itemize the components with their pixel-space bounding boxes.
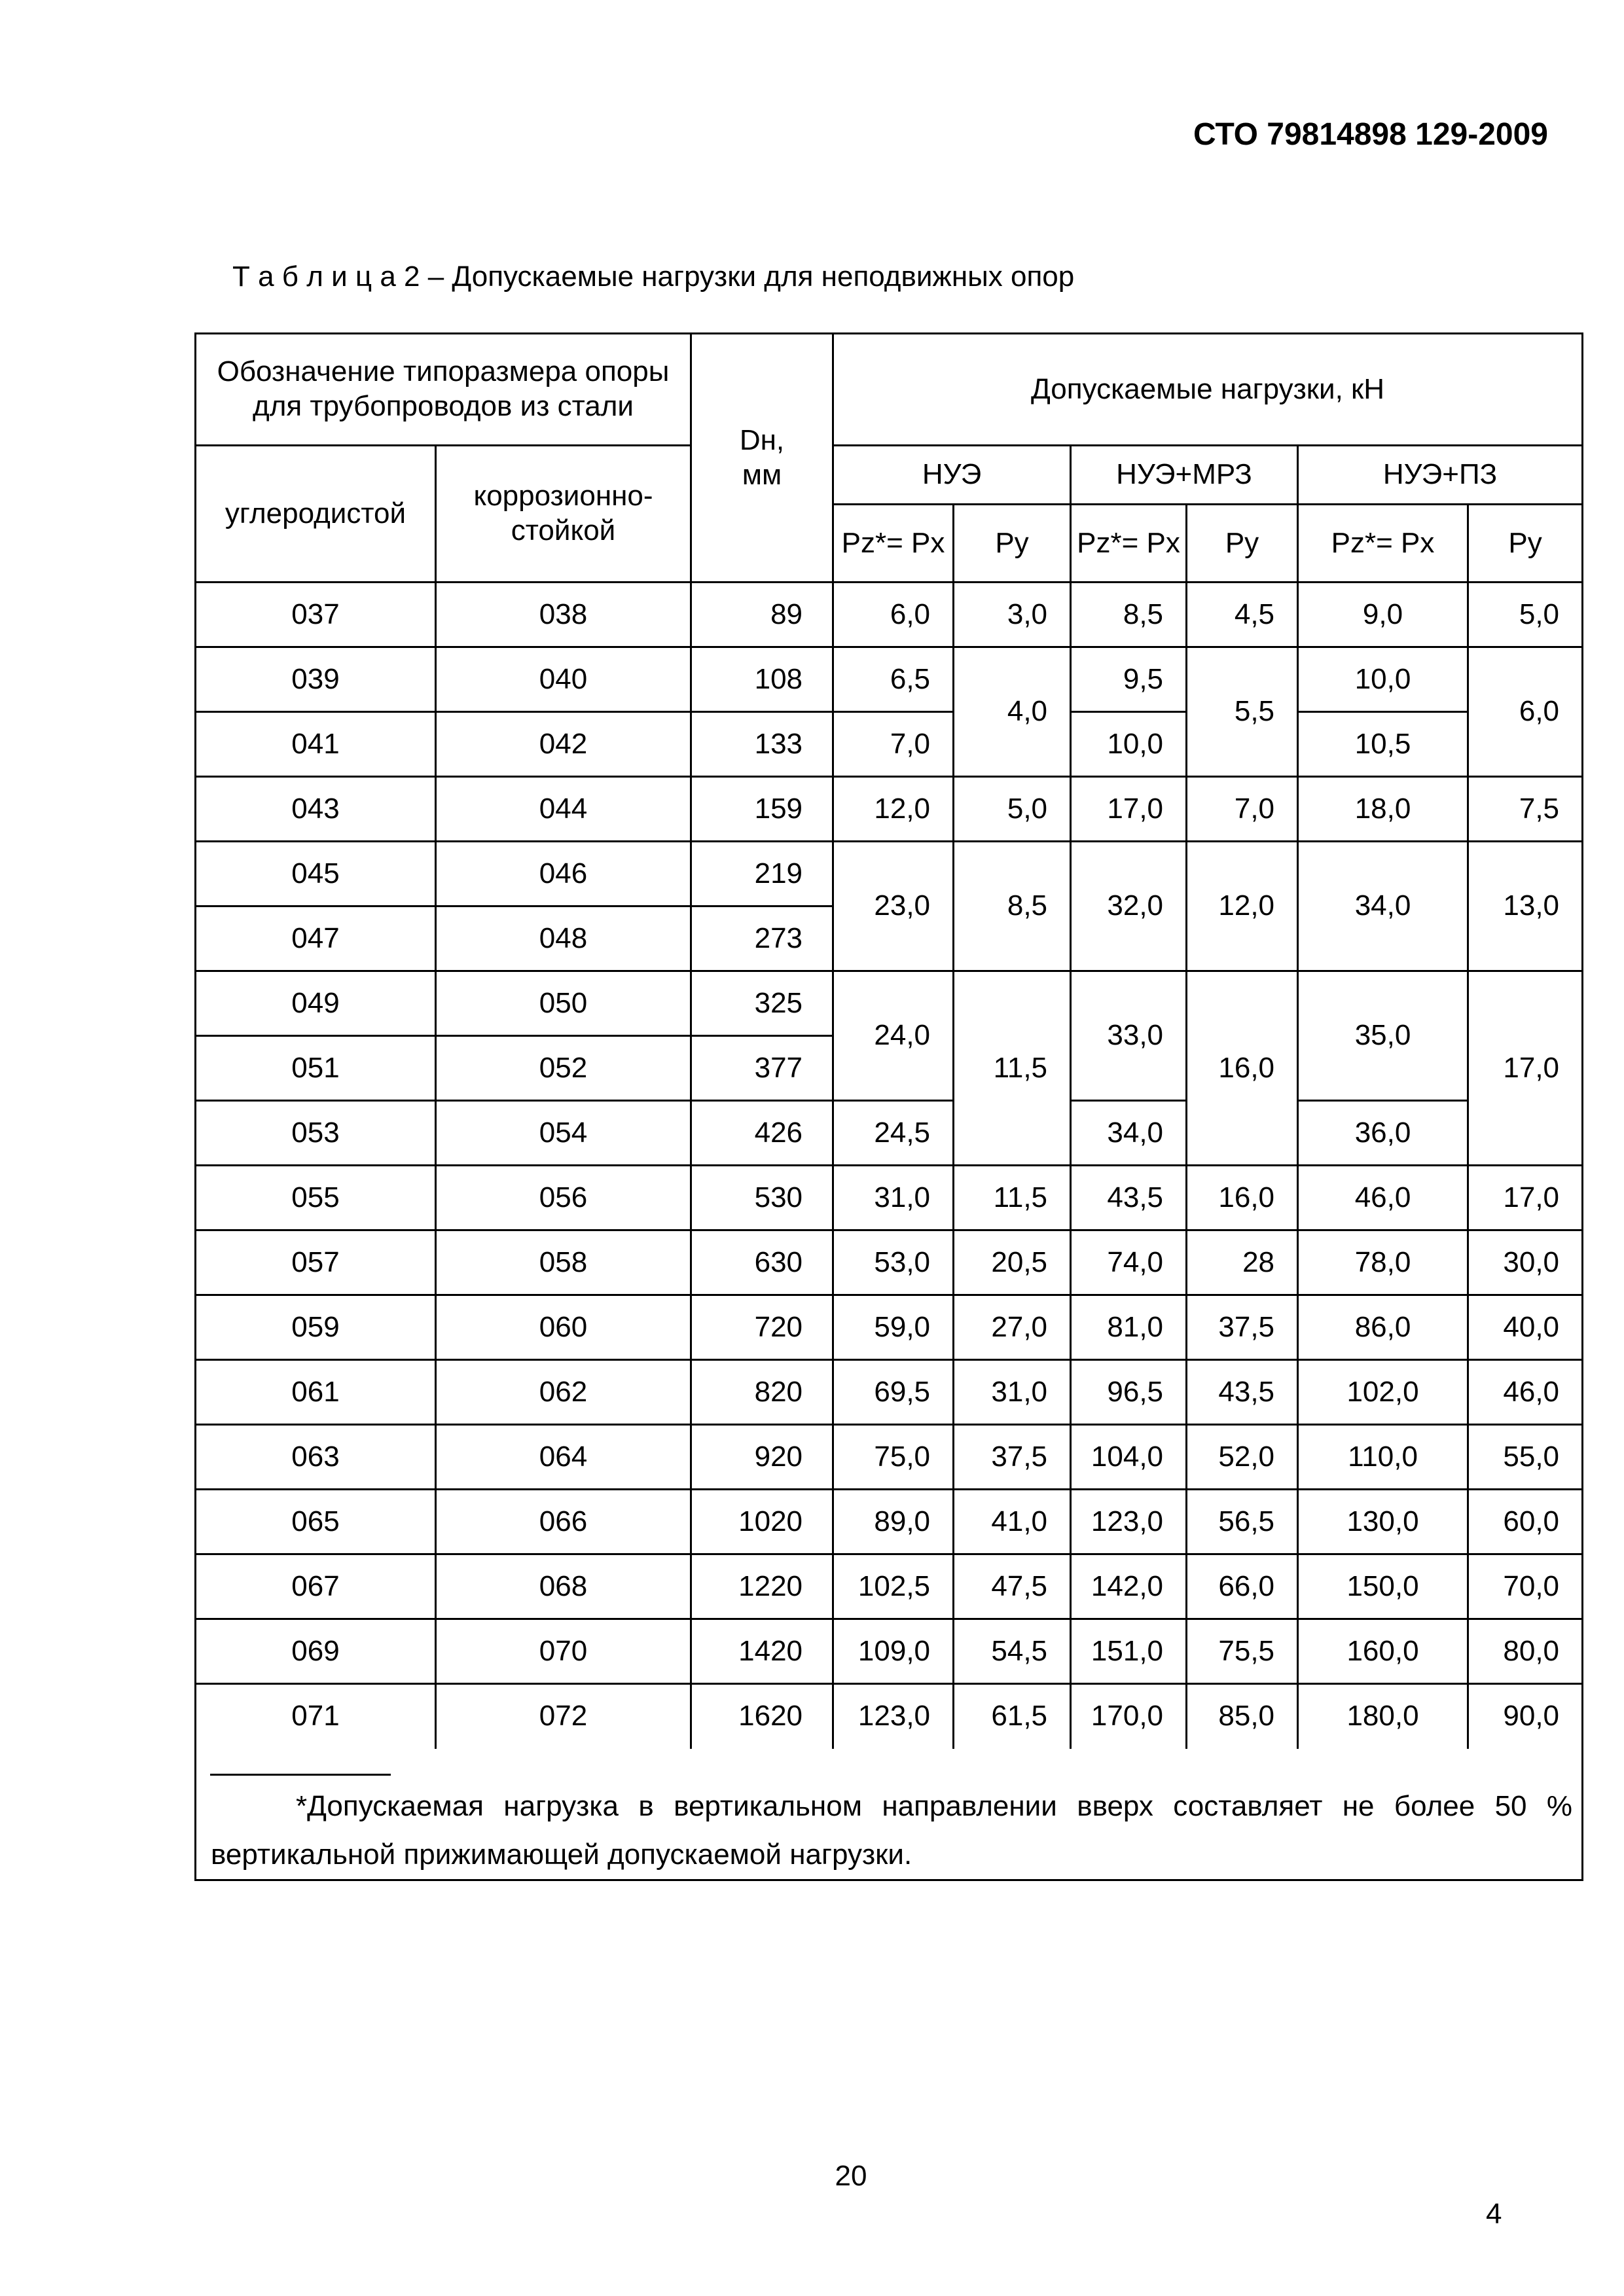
cell-pz-pz: 9,0 bbox=[1298, 583, 1468, 647]
cell-mrz-py: 7,0 bbox=[1187, 777, 1298, 842]
footnote-cell bbox=[196, 1749, 1583, 1880]
cell-nue-pz: 24,5 bbox=[833, 1101, 954, 1166]
header-mrz-pz: Pz*= Px bbox=[1071, 505, 1187, 583]
cell-nue-py: 31,0 bbox=[954, 1360, 1071, 1425]
cell-dn: 133 bbox=[691, 712, 833, 777]
cell-nue-pz: 75,0 bbox=[833, 1425, 954, 1490]
cell-pz-py: 5,0 bbox=[1468, 583, 1583, 647]
cell-dn: 219 bbox=[691, 842, 833, 906]
cell-pz-pz: 18,0 bbox=[1298, 777, 1468, 842]
header-pz-py: Py bbox=[1468, 505, 1583, 583]
header-group-nue: НУЭ bbox=[833, 446, 1071, 505]
cell-stainless: 054 bbox=[436, 1101, 691, 1166]
cell-stainless: 044 bbox=[436, 777, 691, 842]
cell-stainless: 056 bbox=[436, 1166, 691, 1230]
cell-pz-pz: 102,0 bbox=[1298, 1360, 1468, 1425]
cell-pz-pz: 36,0 bbox=[1298, 1101, 1468, 1166]
cell-stainless: 052 bbox=[436, 1036, 691, 1101]
cell-nue-py: 27,0 bbox=[954, 1295, 1071, 1360]
cell-carbon: 059 bbox=[196, 1295, 436, 1360]
sheet-number: 4 bbox=[1486, 2198, 1502, 2230]
cell-stainless: 038 bbox=[436, 583, 691, 647]
cell-pz-py: 40,0 bbox=[1468, 1295, 1583, 1360]
cell-mrz-pz: 17,0 bbox=[1071, 777, 1187, 842]
table-row bbox=[196, 971, 1583, 1036]
cell-mrz-pz: 74,0 bbox=[1071, 1230, 1187, 1295]
cell-carbon: 061 bbox=[196, 1360, 436, 1425]
cell-mrz-py: 4,5 bbox=[1187, 583, 1298, 647]
cell-stainless: 060 bbox=[436, 1295, 691, 1360]
cell-pz-pz: 10,0 bbox=[1298, 647, 1468, 712]
cell-carbon: 057 bbox=[196, 1230, 436, 1295]
table-row bbox=[196, 1295, 1583, 1360]
cell-nue-py: 8,5 bbox=[954, 842, 1071, 971]
cell-stainless: 072 bbox=[436, 1684, 691, 1749]
table-row bbox=[196, 1684, 1583, 1749]
table-caption: Т а б л и ц а 2 – Допускаемые нагрузки для неподвижных опор bbox=[232, 260, 1075, 293]
cell-dn: 1020 bbox=[691, 1490, 833, 1554]
cell-nue-pz: 102,5 bbox=[833, 1554, 954, 1619]
cell-mrz-py: 85,0 bbox=[1187, 1684, 1298, 1749]
header-pz-pz: Pz*= Px bbox=[1298, 505, 1468, 583]
table-row bbox=[196, 1230, 1583, 1295]
cell-carbon: 041 bbox=[196, 712, 436, 777]
cell-mrz-pz: 123,0 bbox=[1071, 1490, 1187, 1554]
header-row-1 bbox=[196, 334, 1583, 446]
cell-pz-py: 7,5 bbox=[1468, 777, 1583, 842]
cell-pz-pz: 180,0 bbox=[1298, 1684, 1468, 1749]
cell-mrz-py: 37,5 bbox=[1187, 1295, 1298, 1360]
cell-pz-py: 80,0 bbox=[1468, 1619, 1583, 1684]
header-nue-pz: Pz*= Px bbox=[833, 505, 954, 583]
cell-nue-pz: 23,0 bbox=[833, 842, 954, 971]
cell-nue-py: 4,0 bbox=[954, 647, 1071, 777]
cell-mrz-py: 28 bbox=[1187, 1230, 1298, 1295]
cell-nue-pz: 123,0 bbox=[833, 1684, 954, 1749]
cell-nue-py: 61,5 bbox=[954, 1684, 1071, 1749]
cell-dn: 920 bbox=[691, 1425, 833, 1490]
cell-carbon: 049 bbox=[196, 971, 436, 1036]
header-mrz-py: Py bbox=[1187, 505, 1298, 583]
cell-mrz-pz: 43,5 bbox=[1071, 1166, 1187, 1230]
header-nue-py: Py bbox=[954, 505, 1071, 583]
cell-dn: 1620 bbox=[691, 1684, 833, 1749]
cell-pz-py: 55,0 bbox=[1468, 1425, 1583, 1490]
cell-mrz-py: 5,5 bbox=[1187, 647, 1298, 777]
cell-pz-py: 30,0 bbox=[1468, 1230, 1583, 1295]
cell-pz-pz: 160,0 bbox=[1298, 1619, 1468, 1684]
cell-nue-pz: 6,5 bbox=[833, 647, 954, 712]
cell-carbon: 043 bbox=[196, 777, 436, 842]
cell-stainless: 066 bbox=[436, 1490, 691, 1554]
cell-mrz-py: 43,5 bbox=[1187, 1360, 1298, 1425]
cell-mrz-pz: 8,5 bbox=[1071, 583, 1187, 647]
table-row bbox=[196, 1166, 1583, 1230]
cell-pz-pz: 130,0 bbox=[1298, 1490, 1468, 1554]
footnote-text: *Допускаемая нагрузка в вертикальном направлении вверх составляет не более 50 % вертикальной прижимающей допускаемой нагрузки. bbox=[211, 1789, 1573, 1871]
cell-nue-py: 20,5 bbox=[954, 1230, 1071, 1295]
cell-pz-py: 13,0 bbox=[1468, 842, 1583, 971]
cell-dn: 820 bbox=[691, 1360, 833, 1425]
cell-mrz-pz: 142,0 bbox=[1071, 1554, 1187, 1619]
cell-mrz-pz: 9,5 bbox=[1071, 647, 1187, 712]
cell-nue-pz: 31,0 bbox=[833, 1166, 954, 1230]
cell-carbon: 037 bbox=[196, 583, 436, 647]
cell-carbon: 063 bbox=[196, 1425, 436, 1490]
cell-nue-py: 11,5 bbox=[954, 971, 1071, 1166]
cell-mrz-pz: 33,0 bbox=[1071, 971, 1187, 1101]
header-allowable-loads: Допускаемые нагрузки, кН bbox=[833, 334, 1583, 446]
cell-nue-pz: 109,0 bbox=[833, 1619, 954, 1684]
footnote-row bbox=[196, 1749, 1583, 1880]
cell-dn: 1420 bbox=[691, 1619, 833, 1684]
cell-stainless: 068 bbox=[436, 1554, 691, 1619]
table-row bbox=[196, 1425, 1583, 1490]
cell-dn: 630 bbox=[691, 1230, 833, 1295]
cell-mrz-pz: 81,0 bbox=[1071, 1295, 1187, 1360]
cell-carbon: 071 bbox=[196, 1684, 436, 1749]
cell-mrz-pz: 151,0 bbox=[1071, 1619, 1187, 1684]
table-row bbox=[196, 1360, 1583, 1425]
cell-nue-pz: 89,0 bbox=[833, 1490, 954, 1554]
cell-nue-py: 5,0 bbox=[954, 777, 1071, 842]
header-row-2 bbox=[196, 446, 1583, 505]
cell-dn: 273 bbox=[691, 906, 833, 971]
table-row bbox=[196, 842, 1583, 906]
cell-carbon: 045 bbox=[196, 842, 436, 906]
cell-pz-py: 70,0 bbox=[1468, 1554, 1583, 1619]
cell-carbon: 069 bbox=[196, 1619, 436, 1684]
cell-mrz-py: 75,5 bbox=[1187, 1619, 1298, 1684]
cell-dn: 377 bbox=[691, 1036, 833, 1101]
cell-dn: 720 bbox=[691, 1295, 833, 1360]
cell-mrz-py: 66,0 bbox=[1187, 1554, 1298, 1619]
cell-dn: 108 bbox=[691, 647, 833, 712]
cell-pz-py: 6,0 bbox=[1468, 647, 1583, 777]
cell-dn: 1220 bbox=[691, 1554, 833, 1619]
cell-nue-pz: 53,0 bbox=[833, 1230, 954, 1295]
cell-pz-py: 17,0 bbox=[1468, 971, 1583, 1166]
cell-stainless: 058 bbox=[436, 1230, 691, 1295]
cell-carbon: 067 bbox=[196, 1554, 436, 1619]
cell-pz-pz: 46,0 bbox=[1298, 1166, 1468, 1230]
cell-nue-py: 3,0 bbox=[954, 583, 1071, 647]
cell-pz-pz: 150,0 bbox=[1298, 1554, 1468, 1619]
cell-dn: 325 bbox=[691, 971, 833, 1036]
cell-nue-py: 11,5 bbox=[954, 1166, 1071, 1230]
document-code: СТО 79814898 129-2009 bbox=[1193, 117, 1548, 152]
table-row bbox=[196, 712, 1583, 777]
cell-dn: 426 bbox=[691, 1101, 833, 1166]
header-dn-label: Dн, bbox=[739, 423, 785, 456]
cell-stainless: 064 bbox=[436, 1425, 691, 1490]
cell-carbon: 039 bbox=[196, 647, 436, 712]
cell-mrz-py: 52,0 bbox=[1187, 1425, 1298, 1490]
cell-nue-py: 47,5 bbox=[954, 1554, 1071, 1619]
cell-carbon: 053 bbox=[196, 1101, 436, 1166]
cell-carbon: 051 bbox=[196, 1036, 436, 1101]
cell-mrz-py: 56,5 bbox=[1187, 1490, 1298, 1554]
cell-pz-py: 46,0 bbox=[1468, 1360, 1583, 1425]
table-row bbox=[196, 1490, 1583, 1554]
cell-dn: 530 bbox=[691, 1166, 833, 1230]
cell-pz-pz: 110,0 bbox=[1298, 1425, 1468, 1490]
cell-pz-pz: 86,0 bbox=[1298, 1295, 1468, 1360]
cell-nue-py: 54,5 bbox=[954, 1619, 1071, 1684]
footnote-separator bbox=[210, 1774, 391, 1776]
cell-dn: 159 bbox=[691, 777, 833, 842]
table-row bbox=[196, 1101, 1583, 1166]
header-dn bbox=[691, 334, 833, 583]
cell-mrz-pz: 170,0 bbox=[1071, 1684, 1187, 1749]
cell-mrz-pz: 10,0 bbox=[1071, 712, 1187, 777]
cell-stainless: 046 bbox=[436, 842, 691, 906]
cell-pz-pz: 35,0 bbox=[1298, 971, 1468, 1101]
cell-stainless: 070 bbox=[436, 1619, 691, 1684]
allowable-loads-table bbox=[194, 332, 1583, 1881]
header-group-nue-mrz: НУЭ+МРЗ bbox=[1071, 446, 1298, 505]
cell-pz-pz: 10,5 bbox=[1298, 712, 1468, 777]
cell-carbon: 055 bbox=[196, 1166, 436, 1230]
header-carbon: углеродистой bbox=[196, 446, 436, 583]
cell-nue-pz: 12,0 bbox=[833, 777, 954, 842]
header-designation: Обозначение типоразмера опоры для трубопроводов из стали bbox=[196, 334, 691, 446]
table-row bbox=[196, 647, 1583, 712]
cell-stainless: 050 bbox=[436, 971, 691, 1036]
cell-nue-pz: 24,0 bbox=[833, 971, 954, 1101]
cell-stainless: 062 bbox=[436, 1360, 691, 1425]
header-stainless: коррозионно-стойкой bbox=[436, 446, 691, 583]
cell-mrz-py: 12,0 bbox=[1187, 842, 1298, 971]
cell-stainless: 042 bbox=[436, 712, 691, 777]
cell-nue-py: 41,0 bbox=[954, 1490, 1071, 1554]
cell-nue-pz: 7,0 bbox=[833, 712, 954, 777]
cell-mrz-pz: 104,0 bbox=[1071, 1425, 1187, 1490]
cell-mrz-pz: 96,5 bbox=[1071, 1360, 1187, 1425]
cell-mrz-pz: 32,0 bbox=[1071, 842, 1187, 971]
cell-pz-py: 60,0 bbox=[1468, 1490, 1583, 1554]
cell-nue-pz: 69,5 bbox=[833, 1360, 954, 1425]
header-dn-unit: мм bbox=[742, 458, 782, 491]
cell-nue-py: 37,5 bbox=[954, 1425, 1071, 1490]
cell-mrz-py: 16,0 bbox=[1187, 971, 1298, 1166]
table-row bbox=[196, 1619, 1583, 1684]
cell-stainless: 048 bbox=[436, 906, 691, 971]
page-number: 20 bbox=[835, 2160, 867, 2192]
table-row bbox=[196, 1554, 1583, 1619]
cell-pz-py: 17,0 bbox=[1468, 1166, 1583, 1230]
cell-pz-pz: 34,0 bbox=[1298, 842, 1468, 971]
cell-mrz-py: 16,0 bbox=[1187, 1166, 1298, 1230]
cell-carbon: 047 bbox=[196, 906, 436, 971]
cell-stainless: 040 bbox=[436, 647, 691, 712]
cell-nue-pz: 59,0 bbox=[833, 1295, 954, 1360]
cell-pz-py: 90,0 bbox=[1468, 1684, 1583, 1749]
cell-carbon: 065 bbox=[196, 1490, 436, 1554]
cell-nue-pz: 6,0 bbox=[833, 583, 954, 647]
cell-mrz-pz: 34,0 bbox=[1071, 1101, 1187, 1166]
table-row bbox=[196, 777, 1583, 842]
header-group-nue-pz: НУЭ+ПЗ bbox=[1298, 446, 1583, 505]
cell-pz-pz: 78,0 bbox=[1298, 1230, 1468, 1295]
cell-dn: 89 bbox=[691, 583, 833, 647]
table-row bbox=[196, 583, 1583, 647]
